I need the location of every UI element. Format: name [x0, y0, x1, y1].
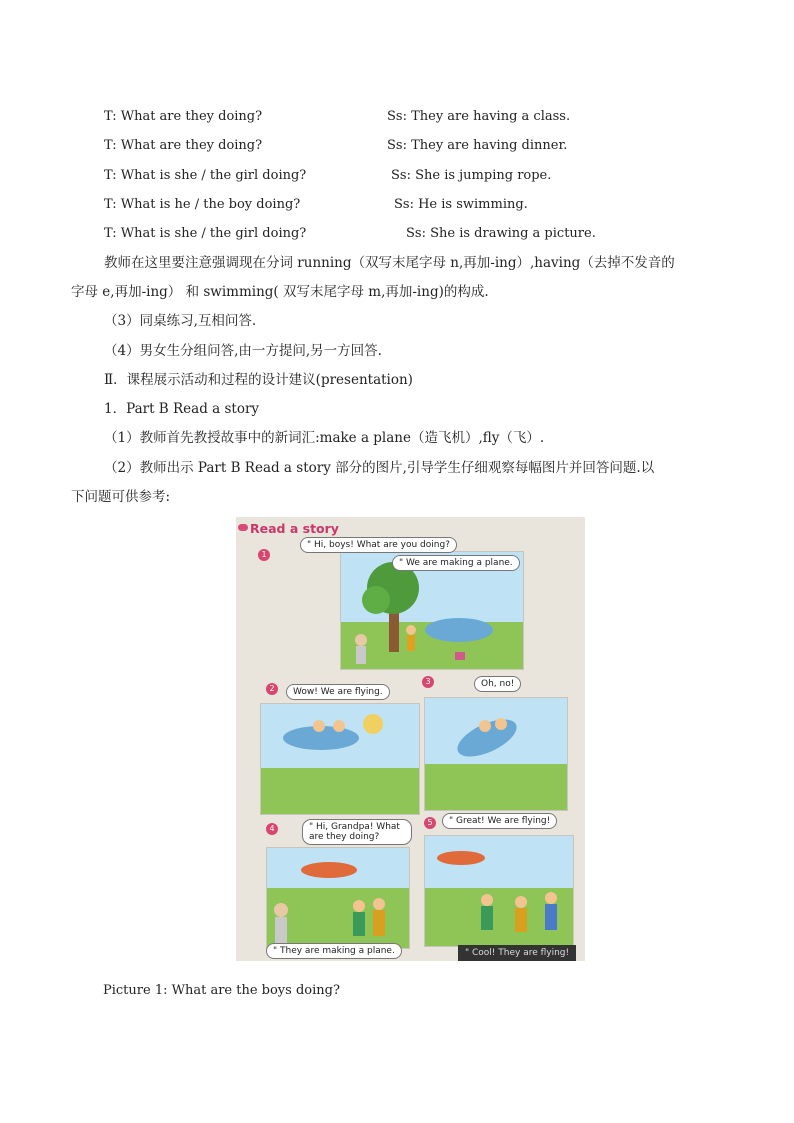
dialogue-students-3: Ss: She is jumping rope.	[391, 168, 552, 183]
story-panel-2	[260, 703, 420, 815]
sub-step-2-line-2: 下问题可供参考:	[71, 489, 171, 505]
title-marker-icon	[238, 524, 248, 531]
dialogue-teacher-4: T: What is he / the boy doing?	[104, 197, 301, 212]
panel-number-1: 1	[258, 549, 270, 561]
sub-step-1: （1）教师首先教授故事中的新词汇:make a plane（造飞机）,fly（飞）.	[104, 430, 545, 446]
dialogue-students-1: Ss: They are having a class.	[387, 109, 571, 124]
panel-number-2: 2	[266, 683, 278, 695]
section-2-heading: Ⅱ．课程展示活动和过程的设计建议(presentation)	[104, 372, 413, 388]
dialogue-students-5: Ss: She is drawing a picture.	[406, 226, 596, 241]
part-b-heading: 1．Part B Read a story	[104, 401, 260, 417]
dialogue-teacher-1: T: What are they doing?	[104, 109, 263, 124]
sub-step-2-line-1: （2）教师出示 Part B Read a story 部分的图片,引导学生仔细观察每幅图片并回答问题.以	[104, 460, 655, 476]
panel-4-scene	[267, 848, 409, 948]
panel-3-scene	[425, 698, 567, 810]
bubble-hi-grandpa: " Hi, Grandpa! What are they doing?	[302, 819, 412, 845]
dialogue-students-2: Ss: They are having dinner.	[387, 138, 568, 153]
story-panel-4	[266, 847, 410, 949]
dialogue-teacher-3: T: What is she / the girl doing?	[104, 168, 307, 183]
panel-2-scene	[261, 704, 419, 814]
step-3-text: （3）同桌练习,互相问答.	[104, 313, 257, 329]
bubble-they-making-plane: " They are making a plane.	[266, 943, 402, 959]
story-panel-5	[424, 835, 574, 947]
teacher-note-line-2: 字母 e,再加-ing） 和 swimming( 双写末尾字母 m,再加-ing)的构成.	[71, 284, 489, 300]
bubble-cool-flying: " Cool! They are flying!	[458, 945, 576, 961]
dialogue-teacher-5: T: What is she / the girl doing?	[104, 226, 307, 241]
dialogue-teacher-2: T: What are they doing?	[104, 138, 263, 153]
panel-number-4: 4	[266, 823, 278, 835]
panel-number-5: 5	[424, 817, 436, 829]
bubble-great-flying: " Great! We are flying!	[442, 813, 557, 829]
panel-5-scene	[425, 836, 573, 946]
dialogue-students-4: Ss: He is swimming.	[394, 197, 528, 212]
story-title: Read a story	[250, 521, 339, 536]
bubble-making-plane: " We are making a plane.	[392, 555, 520, 571]
bubble-oh-no: Oh, no!	[474, 676, 521, 692]
bubble-wow-flying: Wow! We are flying.	[286, 684, 390, 700]
step-4-text: （4）男女生分组问答,由一方提问,另一方回答.	[104, 343, 382, 359]
teacher-note-line-1: 教师在这里要注意强调现在分词 running（双写末尾字母 n,再加-ing）,having（去掉不发音的	[104, 255, 675, 271]
story-panel-3	[424, 697, 568, 811]
bubble-hi-boys: " Hi, boys! What are you doing?	[300, 537, 457, 553]
picture-1-question: Picture 1: What are the boys doing?	[103, 983, 340, 998]
read-a-story-picture	[236, 517, 585, 961]
panel-number-3: 3	[422, 676, 434, 688]
